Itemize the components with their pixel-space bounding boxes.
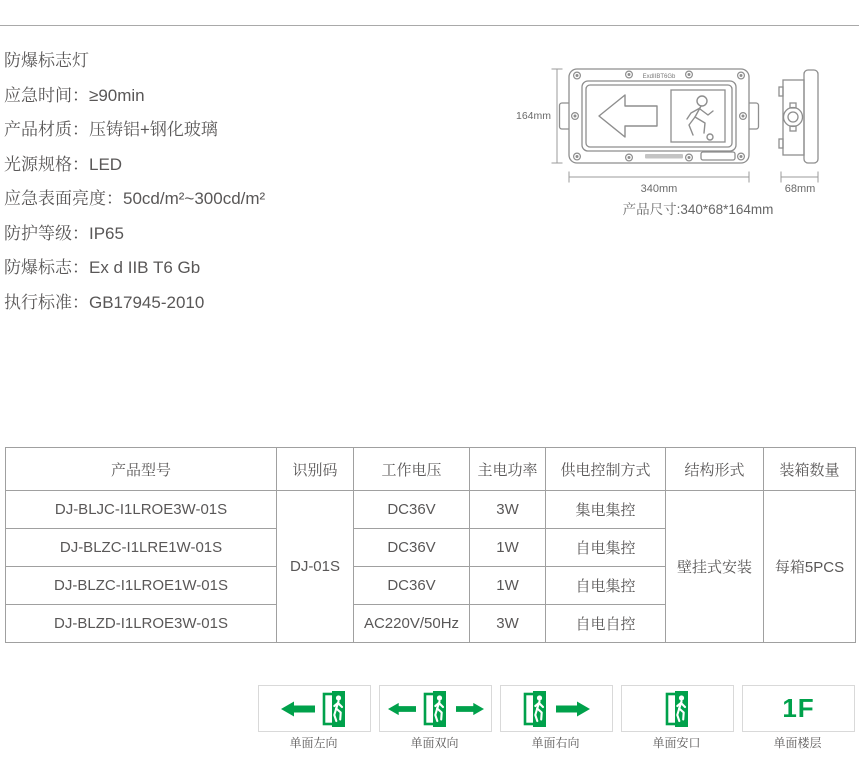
cell-model: DJ-BLZC-I1LRE1W-01S [6,529,277,567]
header-structure: 结构形式 [666,448,764,491]
header-model: 产品型号 [6,448,277,491]
dimension-lines [552,69,819,183]
exit-door-runner-icon [322,691,348,727]
table-row [6,491,856,529]
side-view-outline [779,70,818,163]
cell-power: 1W [470,567,546,605]
dimension-drawing [505,53,859,223]
product-title: 防爆标志灯 [4,51,89,70]
cell-voltage: DC36V [354,529,470,567]
ex-mark-label: ExdIIBT6Gb [642,74,676,80]
variant-label-exit: 单面安口 [652,736,701,750]
cell-voltage: AC220V/50Hz [354,605,470,643]
spec-line-emergency-time: 应急时间：≥90min [4,85,145,105]
header-packing: 装箱数量 [764,448,856,491]
spec-list [4,44,265,320]
engraved-arrow-icon [599,95,657,137]
variant-floor-sign [742,685,855,732]
engraved-runner-icon [687,96,713,140]
cell-control: 自电自控 [546,605,666,643]
variant-right-arrow-sign [500,685,613,732]
spec-line-standard: 执行标准：GB17945-2010 [4,292,205,312]
cell-packing: 每箱5PCS [764,491,856,643]
top-divider [0,25,859,26]
cell-structure: 壁挂式安装 [666,491,764,643]
variant-double-arrow-sign [379,685,492,732]
cell-voltage: DC36V [354,567,470,605]
cell-model: DJ-BLJC-I1LROE3W-01S [6,491,277,529]
drawing-caption: 产品尺寸:340*68*164mm [622,202,774,217]
cell-voltage: DC36V [354,491,470,529]
variant-label-left: 单面左向 [289,736,338,750]
header-voltage: 工作电压 [354,448,470,491]
depth-dimension-label: 68mm [784,183,816,195]
exit-door-runner-icon [423,691,449,727]
variant-left-arrow-sign [258,685,371,732]
floor-number-text: 1F [782,693,815,723]
spec-line-ex-mark: 防爆标志：Ex d IIB T6 Gb [4,258,201,277]
height-dimension-label: 164mm [515,110,551,122]
arrow-right-icon [556,700,590,718]
table-header-row [6,448,856,491]
cell-control: 自电集控 [546,567,666,605]
cell-model: DJ-BLZD-I1LROE3W-01S [6,605,277,643]
cell-code: DJ-01S [277,491,354,643]
cell-power: 1W [470,529,546,567]
header-power: 主电功率 [470,448,546,491]
cell-control: 集电集控 [546,491,666,529]
cell-power: 3W [470,491,546,529]
spec-line-ip-rating: 防护等级：IP65 [4,223,124,243]
variant-label-floor: 单面楼层 [773,736,822,750]
engraved-bottom-marking [645,154,683,159]
arrow-left-icon [281,700,315,718]
cell-model: DJ-BLZC-I1LROE1W-01S [6,567,277,605]
model-spec-table [5,447,856,643]
front-view-outline [560,69,759,163]
cell-power: 3W [470,605,546,643]
variant-exit-only-sign [621,685,734,732]
exit-door-runner-icon [665,691,691,727]
spec-line-material: 产品材质：压铸铝+钢化玻璃 [4,120,218,139]
arrow-right-icon [456,700,484,718]
cell-control: 自电集控 [546,529,666,567]
variant-label-both: 单面双向 [410,736,459,750]
header-control: 供电控制方式 [546,448,666,491]
spec-line-brightness: 应急表面亮度：50cd/m²~300cd/m² [4,189,266,208]
variant-label-right: 单面右向 [531,736,580,750]
header-code: 识别码 [277,448,354,491]
width-dimension-label: 340mm [640,183,678,195]
spec-line-light-source: 光源规格：LED [4,154,123,174]
exit-door-runner-icon [523,691,549,727]
arrow-left-icon [388,700,416,718]
